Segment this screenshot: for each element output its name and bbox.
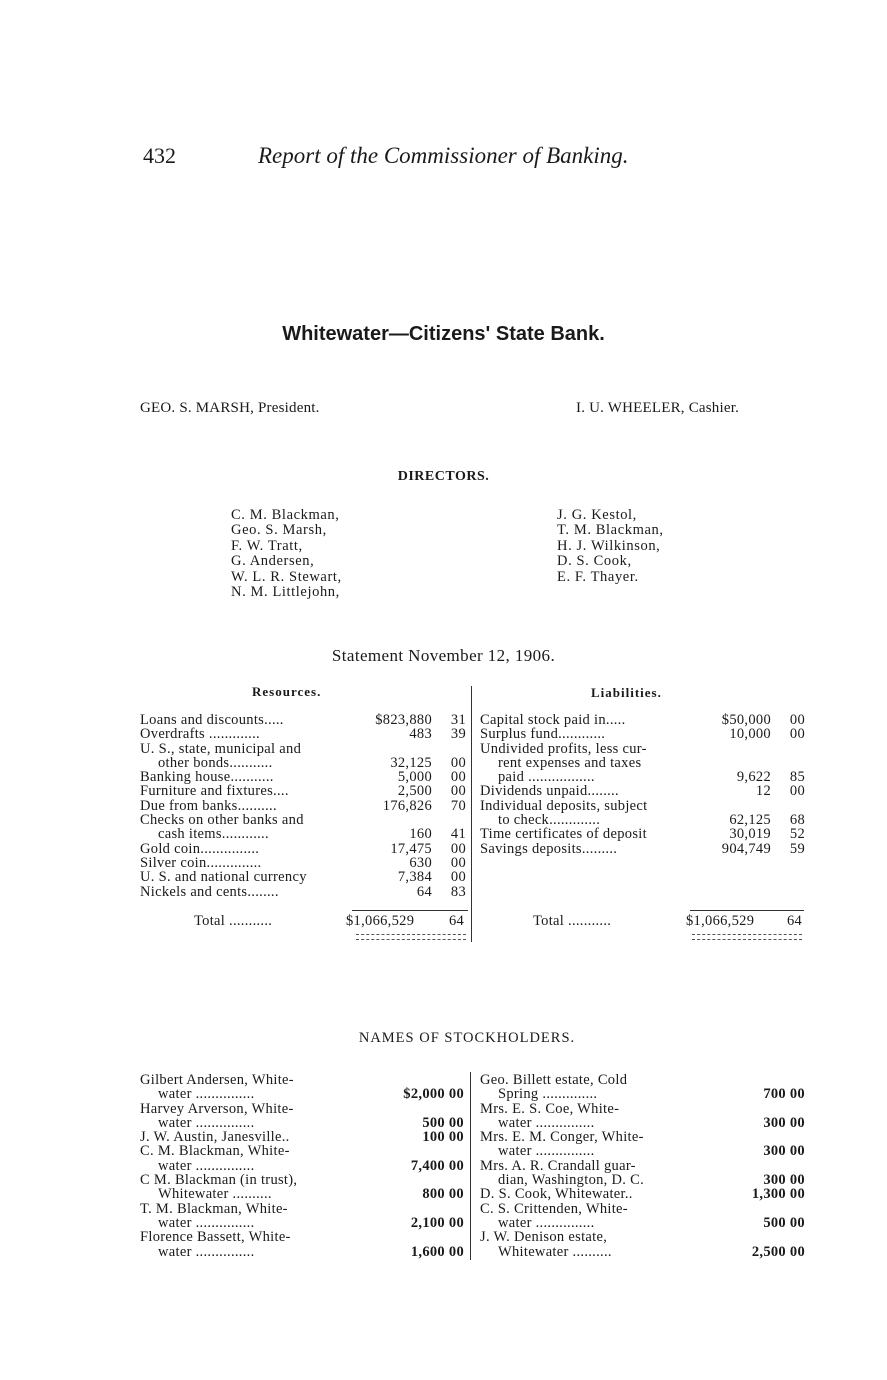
stockholder-row bbox=[140, 1102, 470, 1116]
ledger-amount: 62,125 bbox=[729, 812, 771, 829]
director-name: Geo. S. Marsh, bbox=[231, 522, 327, 539]
directors-heading: DIRECTORS. bbox=[397, 469, 490, 484]
stockholders-divider bbox=[470, 1072, 471, 1260]
resources-total-amount: $1,066,529 bbox=[346, 913, 415, 929]
ledger-label: U. S., state, municipal and bbox=[140, 740, 302, 757]
ledger-cents: 83 bbox=[450, 883, 466, 900]
ledger-row bbox=[140, 713, 470, 727]
president-line: GEO. S. MARSH, President. bbox=[140, 400, 320, 416]
director-name: F. W. Tratt, bbox=[231, 537, 303, 554]
ledger-label: Gold coin............... bbox=[140, 840, 260, 857]
director-name: T. M. Blackman, bbox=[557, 522, 664, 539]
ledger-amount: 5,000 bbox=[397, 769, 432, 786]
ledger-label: Banking house........... bbox=[140, 769, 274, 786]
ledger-label: Furniture and fixtures.... bbox=[140, 783, 289, 800]
ledger-label: Time certificates of deposit bbox=[480, 826, 647, 843]
ledger-amount: 2,500 bbox=[397, 783, 432, 800]
ledger-cents: 68 bbox=[789, 812, 805, 829]
stockholder-row bbox=[140, 1073, 470, 1087]
stockholder-amount: 1,300 00 bbox=[751, 1186, 805, 1203]
stockholder-row bbox=[140, 1159, 470, 1173]
stockholder-row bbox=[140, 1216, 470, 1230]
stockholder-amount: 7,400 00 bbox=[410, 1157, 464, 1174]
ledger-row bbox=[480, 727, 805, 741]
stockholders-right bbox=[480, 1073, 805, 1259]
resources-total-cents: 64 bbox=[449, 913, 465, 929]
resources-total-label: Total ........... bbox=[194, 913, 273, 929]
ledger-amount: 630 bbox=[409, 854, 432, 871]
stockholder-row bbox=[480, 1173, 805, 1187]
running-title: Report of the Commissioner of Banking. bbox=[258, 143, 629, 168]
ledger-row bbox=[140, 842, 470, 856]
ledger-label: U. S. and national currency bbox=[140, 869, 307, 886]
ledger-cents: 00 bbox=[450, 754, 466, 771]
ledger-amount: 904,749 bbox=[721, 840, 771, 857]
stockholder-row bbox=[480, 1087, 805, 1101]
resources-double-rule bbox=[356, 934, 466, 935]
ledger-amount: $50,000 bbox=[721, 712, 771, 728]
stockholder-amount: 300 00 bbox=[763, 1114, 805, 1131]
stockholder-name: Florence Bassett, White- bbox=[140, 1229, 291, 1246]
ledger-row bbox=[140, 784, 470, 798]
stockholder-name: Whitewater .......... bbox=[158, 1186, 272, 1203]
stockholder-row bbox=[480, 1116, 805, 1130]
ledger-cents: 00 bbox=[789, 712, 805, 728]
ledger-cents: 00 bbox=[450, 840, 466, 857]
liabilities-double-rule bbox=[692, 934, 802, 935]
stockholder-name: water ............... bbox=[158, 1243, 255, 1260]
ledger-label: rent expenses and taxes bbox=[498, 754, 642, 771]
stockholder-name: C. M. Blackman, White- bbox=[140, 1143, 290, 1160]
stockholder-row bbox=[480, 1159, 805, 1173]
cashier-line: I. U. WHEELER, Cashier. bbox=[576, 400, 740, 416]
ledger-amount: 9,622 bbox=[736, 769, 771, 786]
stockholder-name: T. M. Blackman, White- bbox=[140, 1200, 288, 1217]
stockholder-name: Mrs. A. R. Crandall guar- bbox=[480, 1157, 636, 1174]
stockholder-row bbox=[140, 1144, 470, 1158]
stockholder-name: dian, Washington, D. C. bbox=[498, 1172, 645, 1189]
ledger-label: other bonds........... bbox=[158, 754, 273, 771]
ledger-amount: 32,125 bbox=[390, 754, 432, 771]
ledger-cents: 39 bbox=[450, 726, 466, 743]
ledger-label: Undivided profits, less cur- bbox=[480, 740, 647, 757]
stockholder-name: Spring .............. bbox=[498, 1086, 598, 1103]
ledger-row bbox=[140, 799, 470, 813]
ledger-amount: 30,019 bbox=[729, 826, 771, 843]
stockholder-name: Whitewater .......... bbox=[498, 1243, 612, 1260]
ledger-cents: 41 bbox=[450, 826, 466, 843]
ledger-row bbox=[140, 870, 470, 884]
stockholder-row bbox=[140, 1130, 470, 1144]
ledger-row bbox=[140, 742, 470, 756]
ledger-row bbox=[480, 813, 805, 827]
director-name: H. J. Wilkinson, bbox=[557, 537, 661, 554]
stockholder-name: Gilbert Andersen, White- bbox=[140, 1072, 294, 1088]
stockholders-heading: NAMES OF STOCKHOLDERS. bbox=[358, 1030, 576, 1046]
stockholder-name: Geo. Billett estate, Cold bbox=[480, 1072, 628, 1088]
ledger-row bbox=[140, 856, 470, 870]
ledger-row bbox=[480, 827, 805, 841]
stockholder-name: water ............... bbox=[158, 1214, 255, 1231]
ledger-row bbox=[140, 756, 470, 770]
ledger-amount: 12 bbox=[755, 783, 771, 800]
ledger-cents: 52 bbox=[789, 826, 805, 843]
ledger-amount: 7,384 bbox=[397, 869, 432, 886]
stockholder-amount: 2,100 00 bbox=[410, 1214, 464, 1231]
ledger-amount: 160 bbox=[409, 826, 432, 843]
stockholder-name: C. S. Crittenden, White- bbox=[480, 1200, 628, 1217]
stockholder-row bbox=[140, 1245, 470, 1259]
ledger-row bbox=[480, 742, 805, 756]
ledger-cents: 00 bbox=[450, 783, 466, 800]
ledger-row bbox=[140, 813, 470, 827]
stockholder-row bbox=[140, 1087, 470, 1101]
stockholder-row bbox=[140, 1202, 470, 1216]
stockholder-row bbox=[140, 1230, 470, 1244]
ledger-amount: 483 bbox=[409, 726, 432, 743]
stockholder-row bbox=[480, 1073, 805, 1087]
stockholder-row bbox=[480, 1102, 805, 1116]
ledger-amount: $823,880 bbox=[375, 712, 432, 728]
ledger-label: cash items............ bbox=[158, 826, 269, 843]
stockholder-row bbox=[480, 1130, 805, 1144]
director-name: C. M. Blackman, bbox=[231, 507, 340, 523]
stockholder-row bbox=[480, 1144, 805, 1158]
ledger-label: Silver coin.............. bbox=[140, 854, 262, 871]
stockholders-left bbox=[140, 1073, 470, 1259]
stockholder-name: water ............... bbox=[498, 1143, 595, 1160]
stockholder-name: Mrs. E. M. Conger, White- bbox=[480, 1129, 644, 1146]
stockholder-name: C M. Blackman (in trust), bbox=[140, 1172, 298, 1189]
stockholder-amount: 300 00 bbox=[763, 1143, 805, 1160]
stockholder-name: D. S. Cook, Whitewater.. bbox=[480, 1186, 633, 1203]
ledger-cents: 00 bbox=[450, 869, 466, 886]
liabilities-double-rule bbox=[692, 939, 802, 940]
director-name: W. L. R. Stewart, bbox=[231, 568, 342, 585]
ledger-amount: 17,475 bbox=[390, 840, 432, 857]
ledger-row bbox=[480, 713, 805, 727]
director-name: D. S. Cook, bbox=[557, 553, 632, 570]
ledger-amount: 176,826 bbox=[382, 797, 432, 814]
liabilities-table bbox=[480, 713, 805, 856]
stockholder-amount: 2,500 00 bbox=[751, 1243, 805, 1260]
ledger-row bbox=[140, 727, 470, 741]
stockholder-name: water ............... bbox=[158, 1086, 255, 1103]
ledger-label: Savings deposits......... bbox=[480, 840, 618, 857]
stockholder-name: water ............... bbox=[498, 1214, 595, 1231]
ledger-amount: 10,000 bbox=[729, 726, 771, 743]
stockholder-row bbox=[480, 1187, 805, 1201]
stockholder-name: J. W. Austin, Janesville.. bbox=[140, 1129, 290, 1146]
directors-list-left bbox=[231, 508, 342, 600]
stockholder-amount: 500 00 bbox=[422, 1114, 464, 1131]
ledger-label: Capital stock paid in..... bbox=[480, 712, 626, 728]
ledger-cents: 00 bbox=[789, 783, 805, 800]
director-name: J. G. Kestol, bbox=[557, 507, 637, 523]
liabilities-total-label: Total ........... bbox=[533, 913, 612, 929]
stockholder-amount: 300 00 bbox=[763, 1172, 805, 1189]
stockholder-name: J. W. Denison estate, bbox=[480, 1229, 608, 1246]
ledger-label: Loans and discounts..... bbox=[140, 712, 284, 728]
column-divider bbox=[471, 686, 472, 942]
ledger-label: paid ................. bbox=[498, 769, 595, 786]
ledger-row bbox=[480, 756, 805, 770]
stockholder-name: water ............... bbox=[498, 1114, 595, 1131]
ledger-row bbox=[140, 770, 470, 784]
stockholder-amount: $2,000 00 bbox=[403, 1086, 464, 1103]
stockholder-row bbox=[140, 1187, 470, 1201]
ledger-label: Dividends unpaid........ bbox=[480, 783, 619, 800]
ledger-row bbox=[480, 799, 805, 813]
stockholder-name: Harvey Arverson, White- bbox=[140, 1100, 294, 1117]
stockholder-row bbox=[480, 1245, 805, 1259]
ledger-row bbox=[140, 827, 470, 841]
resources-total-rule bbox=[352, 910, 468, 911]
liabilities-total-cents: 64 bbox=[787, 913, 803, 929]
ledger-row bbox=[480, 770, 805, 784]
ledger-label: Due from banks.......... bbox=[140, 797, 277, 814]
resources-table bbox=[140, 713, 470, 899]
liabilities-heading: Liabilities. bbox=[591, 685, 662, 700]
ledger-cents: 00 bbox=[450, 769, 466, 786]
stockholder-row bbox=[140, 1173, 470, 1187]
stockholder-row bbox=[480, 1230, 805, 1244]
page-number: 432 bbox=[143, 143, 176, 168]
stockholder-name: Mrs. E. S. Coe, White- bbox=[480, 1100, 620, 1117]
ledger-cents: 00 bbox=[450, 854, 466, 871]
ledger-amount: 64 bbox=[416, 883, 432, 900]
liabilities-total-amount: $1,066,529 bbox=[686, 913, 755, 929]
liabilities-total-rule bbox=[690, 910, 804, 911]
director-name: G. Andersen, bbox=[231, 553, 315, 570]
ledger-label: Overdrafts ............. bbox=[140, 726, 260, 743]
stockholder-amount: 500 00 bbox=[763, 1214, 805, 1231]
ledger-label: Nickels and cents........ bbox=[140, 883, 279, 900]
ledger-label: to check............. bbox=[498, 812, 601, 829]
ledger-label: Surplus fund............ bbox=[480, 726, 606, 743]
stockholder-amount: 800 00 bbox=[422, 1186, 464, 1203]
ledger-cents: 70 bbox=[450, 797, 466, 814]
ledger-cents: 85 bbox=[789, 769, 805, 786]
stockholder-name: water ............... bbox=[158, 1157, 255, 1174]
stockholder-amount: 100 00 bbox=[422, 1129, 464, 1146]
statement-date: Statement November 12, 1906. bbox=[331, 646, 556, 665]
ledger-row bbox=[480, 842, 805, 856]
ledger-cents: 00 bbox=[789, 726, 805, 743]
ledger-label: Individual deposits, subject bbox=[480, 797, 648, 814]
ledger-label: Checks on other banks and bbox=[140, 812, 304, 829]
stockholder-row bbox=[140, 1116, 470, 1130]
ledger-cents: 59 bbox=[789, 840, 805, 857]
ledger-row bbox=[140, 885, 470, 899]
director-name: E. F. Thayer. bbox=[557, 568, 639, 585]
stockholder-amount: 1,600 00 bbox=[410, 1243, 464, 1260]
resources-double-rule bbox=[356, 939, 466, 940]
director-name: N. M. Littlejohn, bbox=[231, 584, 340, 601]
bank-title: Whitewater—Citizens' State Bank. bbox=[282, 323, 605, 345]
ledger-row bbox=[480, 784, 805, 798]
stockholder-row bbox=[480, 1202, 805, 1216]
resources-heading: Resources. bbox=[252, 684, 322, 699]
directors-list-right bbox=[557, 508, 664, 585]
stockholder-row bbox=[480, 1216, 805, 1230]
stockholder-amount: 700 00 bbox=[763, 1086, 805, 1103]
stockholder-name: water ............... bbox=[158, 1114, 255, 1131]
ledger-cents: 31 bbox=[450, 712, 466, 728]
